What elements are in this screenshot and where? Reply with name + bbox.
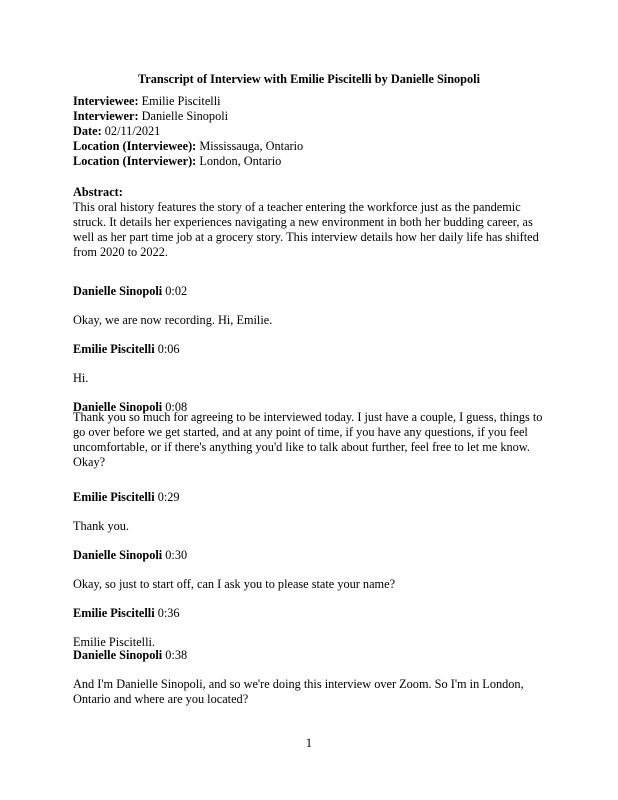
abstract-text: This oral history features the story of a teacher entering the workforce just as the pandemic struck. It details her experiences navigating a new environment in both her budding career, as well as her part time job at a grocery story. This interview details how her daily life has shifted from 2020 to 2022.: [73, 200, 539, 259]
speaker-name: Danielle Sinopoli: [73, 400, 163, 414]
meta-date: [73, 124, 553, 139]
meta-value: London, Ontario: [199, 154, 282, 168]
meta-value: Mississauga, Ontario: [199, 139, 304, 153]
abstract-heading: Abstract:: [73, 185, 123, 199]
speaker-line: [73, 490, 180, 505]
speaker-name: Emilie Piscitelli: [73, 342, 155, 356]
utterance: Hi.: [73, 371, 89, 385]
meta-value: Danielle Sinopoli: [141, 109, 229, 123]
meta-label: Date:: [73, 124, 102, 138]
timestamp: 0:30: [165, 548, 188, 562]
speaker-line: [73, 548, 187, 563]
utterance: And I'm Danielle Sinopoli, and so we're doing this interview over Zoom. So I'm in London, Ontario and where are you located?: [73, 677, 524, 706]
timestamp: 0:08: [165, 400, 188, 414]
utterance: Emilie Piscitelli.: [73, 635, 155, 649]
meta-label: Interviewer:: [73, 109, 139, 123]
meta-label: Location (Interviewee):: [73, 139, 197, 153]
page-number: 1: [305, 736, 313, 750]
speaker-line: [73, 342, 180, 357]
speaker-name: Danielle Sinopoli: [73, 548, 163, 562]
speaker-line: [73, 284, 187, 299]
meta-value: Emilie Piscitelli: [141, 94, 221, 108]
speaker-line: [73, 606, 180, 621]
meta-label: Location (Interviewer):: [73, 154, 197, 168]
meta-interviewee: [73, 94, 553, 109]
meta-location-interviewer: [73, 154, 553, 169]
timestamp: 0:06: [157, 342, 180, 356]
utterance: Thank you so much for agreeing to be interviewed today. I just have a couple, I guess, things to go over before we get started, and at any point of time, if you have any questions, if you feel uncomfortable, or if there's anything you'd like to talk about further, feel free to let me know. Okay?: [73, 410, 543, 469]
utterance: Okay, so just to start off, can I ask you to please state your name?: [73, 577, 396, 591]
timestamp: 0:02: [165, 284, 188, 298]
document-title: Transcript of Interview with Emilie Piscitelli by Danielle Sinopoli: [137, 72, 481, 86]
speaker-name: Emilie Piscitelli: [73, 490, 155, 504]
timestamp: 0:36: [157, 606, 180, 620]
timestamp: 0:38: [165, 648, 188, 662]
meta-label: Interviewee:: [73, 94, 139, 108]
speaker-name: Danielle Sinopoli: [73, 648, 163, 662]
abstract-section: [73, 185, 543, 260]
speaker-name: Emilie Piscitelli: [73, 606, 155, 620]
interview-metadata: [73, 94, 553, 169]
speaker-line: [73, 648, 187, 663]
speaker-name: Danielle Sinopoli: [73, 284, 163, 298]
utterance: Okay, we are now recording. Hi, Emilie.: [73, 313, 273, 327]
timestamp: 0:29: [157, 490, 180, 504]
utterance: Thank you.: [73, 519, 130, 533]
meta-interviewer: [73, 109, 553, 124]
meta-value: 02/11/2021: [104, 124, 161, 138]
meta-location-interviewee: [73, 139, 553, 154]
